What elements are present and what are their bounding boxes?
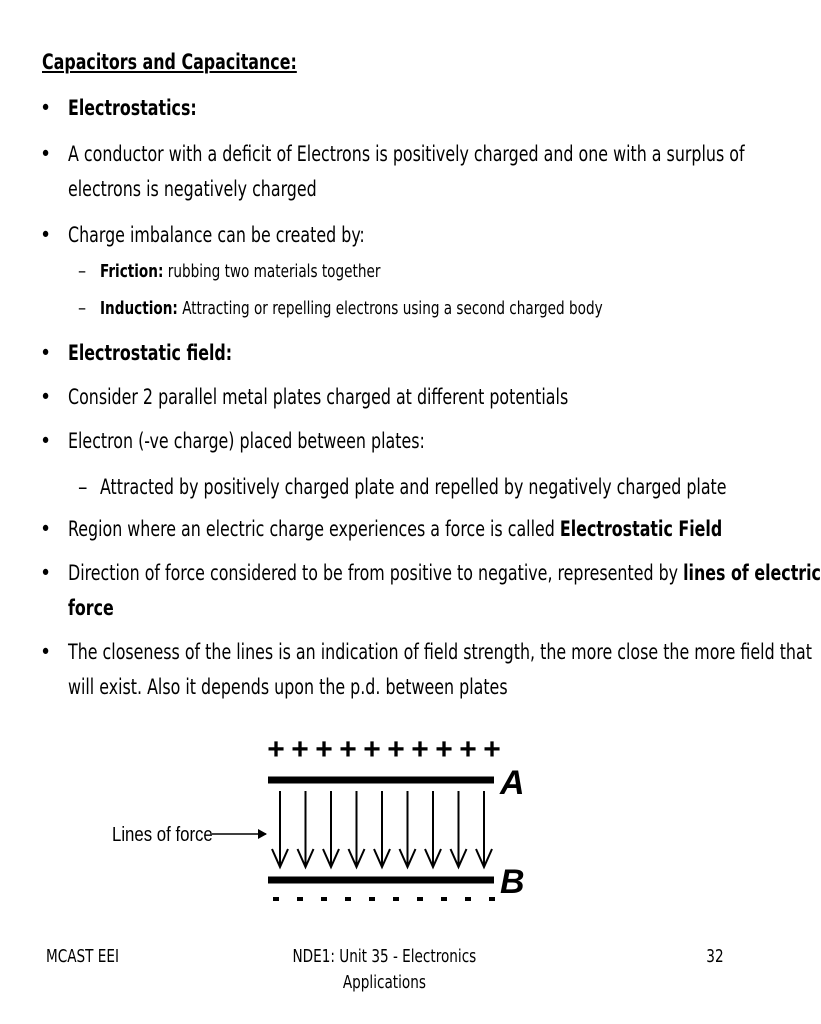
- plus-sign: +: [339, 733, 357, 766]
- induction-text: Attracting or repelling electrons using a second charged body: [177, 298, 603, 319]
- bullet-closeness: [40, 635, 812, 705]
- lines-of-force-label: Lines of force: [112, 822, 213, 846]
- friction-text: rubbing two materials together: [163, 261, 381, 282]
- electrostatics-heading: Electrostatics:: [68, 96, 197, 120]
- minus-sign: [393, 897, 399, 901]
- plate-a-label: A: [500, 764, 525, 802]
- plus-sign: +: [363, 733, 381, 766]
- field-lines: [272, 791, 492, 867]
- induction-label: Induction:: [100, 298, 178, 319]
- bullet-marker: •: [40, 223, 52, 247]
- plus-sign: +: [411, 733, 429, 766]
- attracted-text: Attracted by positively charged plate and repelled by negatively charged plate: [100, 475, 727, 499]
- bullet-electron: [40, 424, 760, 459]
- subbullet-attracted: [78, 470, 758, 504]
- bullet-electrostatic-field: [40, 336, 760, 371]
- dash-marker: –: [78, 298, 87, 319]
- field-heading: Electrostatic field:: [68, 341, 233, 365]
- plus-sign: +: [435, 733, 453, 766]
- plus-sign: +: [291, 733, 309, 766]
- bullet-region: [40, 512, 760, 547]
- imbalance-text: Charge imbalance can be created by:: [68, 223, 365, 247]
- minus-sign: [345, 897, 351, 901]
- footer-course-line1: NDE1: Unit 35 - Electronics: [292, 946, 476, 967]
- minus-sign: [273, 897, 279, 901]
- label-pointer-head: [258, 829, 267, 839]
- conductor-text-line2: electrons is negatively charged: [68, 177, 317, 201]
- footer-institution: MCAST EEI: [46, 946, 120, 967]
- plus-sign: +: [387, 733, 405, 766]
- parallel-plates-diagram: [100, 725, 540, 920]
- plus-sign: +: [459, 733, 477, 766]
- bullet-marker: •: [40, 517, 52, 541]
- plus-sign: +: [315, 733, 333, 766]
- plus-sign: +: [267, 733, 285, 766]
- bullet-marker: •: [40, 142, 52, 166]
- minus-sign: [369, 897, 375, 901]
- direction-text: Direction of force considered to be from positive to negative, represented by: [68, 561, 684, 585]
- dash-marker: –: [78, 261, 87, 282]
- bullet-plates: [40, 380, 760, 415]
- region-bold: Electrostatic Field: [559, 517, 723, 541]
- bullet-marker: •: [40, 561, 52, 585]
- subbullet-friction: [78, 257, 758, 287]
- electron-text: Electron (-ve charge) placed between plates:: [68, 429, 425, 453]
- bullet-marker: •: [40, 640, 52, 664]
- plate-b-label: B: [500, 863, 525, 901]
- bullet-electrostatics: [40, 91, 760, 126]
- minus-sign: [297, 897, 303, 901]
- plus-sign: +: [483, 733, 501, 766]
- closeness-text-line2: will exist. Also it depends upon the p.d. between plates: [68, 675, 508, 699]
- bullet-marker: •: [40, 429, 52, 453]
- closeness-text-line1: The closeness of the lines is an indication of field strength, the more close the more field that: [68, 640, 812, 664]
- region-text: Region where an electric charge experiences a force is called: [68, 517, 560, 541]
- plates-text: Consider 2 parallel metal plates charged at different potentials: [68, 385, 569, 409]
- minus-sign: [465, 897, 471, 901]
- page-number: 32: [706, 946, 724, 967]
- direction-bold-1: lines of electric: [683, 561, 821, 585]
- minus-sign: [489, 897, 495, 901]
- negative-charges: [273, 897, 495, 901]
- direction-bold-2: force: [68, 596, 114, 620]
- subbullet-induction: [78, 294, 758, 324]
- bullet-conductor: [40, 137, 760, 207]
- minus-sign: [417, 897, 423, 901]
- minus-sign: [321, 897, 327, 901]
- bullet-charge-imbalance: [40, 218, 760, 253]
- friction-label: Friction:: [100, 261, 164, 282]
- positive-charges: [267, 733, 501, 766]
- bullet-marker: •: [40, 96, 52, 120]
- minus-sign: [441, 897, 447, 901]
- conductor-text-line1: A conductor with a deficit of Electrons is positively charged and one with a surplus of: [68, 142, 745, 166]
- bullet-marker: •: [40, 385, 52, 409]
- slide-title: Capacitors and Capacitance:: [42, 50, 297, 74]
- bullet-marker: •: [40, 341, 52, 365]
- dash-marker: –: [78, 475, 88, 499]
- footer-course-line2: Applications: [342, 972, 426, 993]
- bullet-direction: [40, 556, 821, 626]
- footer-course: [234, 944, 534, 996]
